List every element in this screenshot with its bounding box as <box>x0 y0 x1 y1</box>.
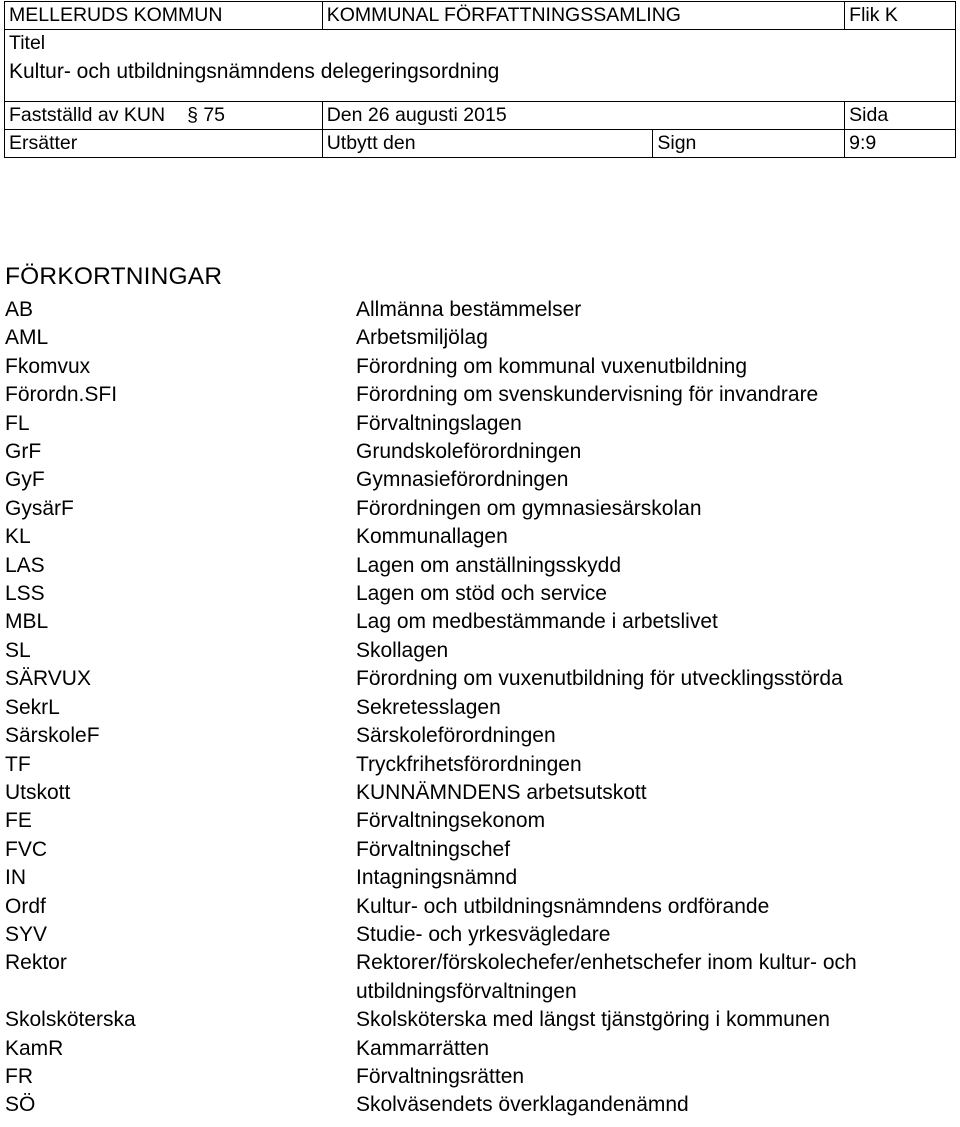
abbreviation-term: Utskott <box>5 780 71 804</box>
abbreviations-heading: FÖRKORTNINGAR <box>5 263 223 290</box>
abbreviation-definition: Kammarrätten <box>356 1036 490 1060</box>
abbreviation-term: AML <box>5 326 49 350</box>
abbreviation-term: TF <box>5 752 31 776</box>
abbreviation-term: SL <box>5 638 31 662</box>
abbreviation-term: LAS <box>5 553 45 577</box>
abbreviation-term <box>5 978 356 1006</box>
abbreviation-term: KamR <box>5 1036 64 1060</box>
collection-name: KOMMUNAL FÖRFATTNINGSSAMLING <box>322 2 844 30</box>
page-label: Sida <box>845 102 956 130</box>
abbreviation-definition: Kultur- och utbildningsnämndens ordförande <box>356 894 770 918</box>
abbreviation-row <box>5 1006 955 1034</box>
abbreviation-definition: Lagen om anställningsskydd <box>356 553 622 577</box>
document-title: Kultur- och utbildningsnämndens delegeringsordning <box>9 60 500 83</box>
abbreviation-term: Ordf <box>5 894 46 918</box>
header-row-established <box>5 102 956 130</box>
abbreviation-term: FVC <box>5 837 47 861</box>
abbreviation-term: GrF <box>5 440 42 464</box>
abbreviation-row <box>5 637 955 665</box>
title-label: Titel <box>9 32 46 54</box>
abbreviation-term: GyF <box>5 468 45 492</box>
document-header <box>4 1 956 158</box>
abbreviation-row <box>5 722 955 750</box>
abbreviation-term: FE <box>5 809 32 833</box>
abbreviation-term: LSS <box>5 582 45 606</box>
abbreviation-definition: Skolväsendets överklagandenämnd <box>356 1093 689 1117</box>
abbreviation-row <box>5 353 955 381</box>
abbreviation-term: Skolsköterska <box>5 1008 136 1032</box>
abbreviation-row <box>5 410 955 438</box>
abbreviation-row <box>5 779 955 807</box>
abbreviation-row <box>5 1035 955 1063</box>
abbreviation-row <box>5 893 955 921</box>
abbreviation-term: GysärF <box>5 496 74 520</box>
established-by: Fastställd av KUN <box>9 104 166 126</box>
abbreviation-row <box>5 608 955 636</box>
abbreviation-row <box>5 1091 955 1119</box>
abbreviation-row <box>5 694 955 722</box>
abbreviation-term: Förordn.SFI <box>5 383 118 407</box>
abbreviation-definition: Gymnasieförordningen <box>356 468 569 492</box>
abbreviation-definition: Lagen om stöd och service <box>356 582 607 606</box>
abbreviation-row <box>5 807 955 835</box>
abbreviation-definition: Studie- och yrkesvägledare <box>356 922 611 946</box>
abbreviation-row <box>5 978 955 1006</box>
abbreviation-row <box>5 665 955 693</box>
abbreviation-definition: Allmänna bestämmelser <box>356 298 582 321</box>
abbreviation-definition: Arbetsmiljölag <box>356 326 488 350</box>
established-date: Den 26 augusti 2015 <box>322 102 844 130</box>
abbreviation-row <box>5 438 955 466</box>
abbreviation-term: KL <box>5 525 31 549</box>
abbreviation-term: MBL <box>5 610 49 634</box>
abbreviation-term: SärskoleF <box>5 724 100 748</box>
abbreviation-definition: Lag om medbestämmande i arbetslivet <box>356 610 718 634</box>
header-row-top <box>5 2 956 30</box>
abbreviation-definition: Förordningen om gymnasiesärskolan <box>356 496 702 520</box>
abbreviation-term: SÄRVUX <box>5 667 91 691</box>
established-cell <box>5 102 323 130</box>
header-row-replaces <box>5 130 956 158</box>
municipality-name: MELLERUDS KOMMUN <box>5 2 323 30</box>
abbreviation-definition: Förvaltningsrätten <box>356 1064 525 1088</box>
abbreviation-definition: Förordning om kommunal vuxenutbildning <box>356 354 748 378</box>
abbreviation-row <box>5 864 955 892</box>
abbreviation-term: Rektor <box>5 951 67 975</box>
abbreviation-row <box>5 324 955 352</box>
replaces-label: Ersätter <box>5 130 323 158</box>
abbreviation-row <box>5 580 955 608</box>
abbreviation-definition: Förordning om svenskundervisning för invandrare <box>356 383 819 407</box>
abbreviation-definition: Förvaltningschef <box>356 837 511 861</box>
abbreviation-row <box>5 921 955 949</box>
abbreviation-row <box>5 836 955 864</box>
abbreviation-row <box>5 1063 955 1091</box>
abbreviation-row <box>5 296 955 324</box>
abbreviation-row <box>5 466 955 494</box>
sign-label: Sign <box>653 130 845 158</box>
abbreviation-term: SÖ <box>5 1093 36 1117</box>
abbreviation-term: SYV <box>5 922 48 946</box>
abbreviation-term: IN <box>5 866 26 890</box>
replaced-label: Utbytt den <box>322 130 653 158</box>
abbreviation-row <box>5 381 955 409</box>
paragraph-number: § 75 <box>187 104 226 126</box>
abbreviation-definition: Förvaltningsekonom <box>356 809 546 833</box>
abbreviation-term: FR <box>5 1064 33 1088</box>
abbreviation-row <box>5 523 955 551</box>
abbreviation-definition: Tryckfrihetsförordningen <box>356 752 582 776</box>
abbreviation-definition: KUNNÄMNDENS arbetsutskott <box>356 780 647 804</box>
abbreviation-definition: Intagningsnämnd <box>356 866 518 890</box>
abbreviation-definition: utbildningsförvaltningen <box>356 979 577 1003</box>
abbreviation-definition: Skolsköterska med längst tjänstgöring i kommunen <box>356 1008 830 1032</box>
header-row-title <box>5 30 956 102</box>
abbreviation-definition: Skollagen <box>356 638 449 662</box>
abbreviation-definition: Särskoleförordningen <box>356 724 556 748</box>
abbreviation-definition: Kommunallagen <box>356 525 508 549</box>
abbreviation-term: FL <box>5 411 30 435</box>
abbreviation-definition: Rektorer/förskolechefer/enhetschefer inom kultur- och <box>356 951 857 975</box>
abbreviation-row <box>5 552 955 580</box>
abbreviation-definition: Förordning om vuxenutbildning för utvecklingsstörda <box>356 667 843 691</box>
abbreviation-definition: Grundskoleförordningen <box>356 440 582 464</box>
abbreviation-term: SekrL <box>5 695 60 719</box>
title-cell <box>5 30 956 102</box>
abbreviation-row <box>5 751 955 779</box>
abbreviation-row <box>5 495 955 523</box>
abbreviation-definition: Sekretesslagen <box>356 695 501 719</box>
tab-label: Flik K <box>845 2 956 30</box>
abbreviation-term: AB <box>5 298 34 321</box>
abbreviation-definition: Förvaltningslagen <box>356 411 522 435</box>
abbreviation-term: Fkomvux <box>5 354 91 378</box>
page-number: 9:9 <box>845 130 956 158</box>
abbreviations-list <box>5 296 955 1120</box>
abbreviation-row <box>5 949 955 977</box>
